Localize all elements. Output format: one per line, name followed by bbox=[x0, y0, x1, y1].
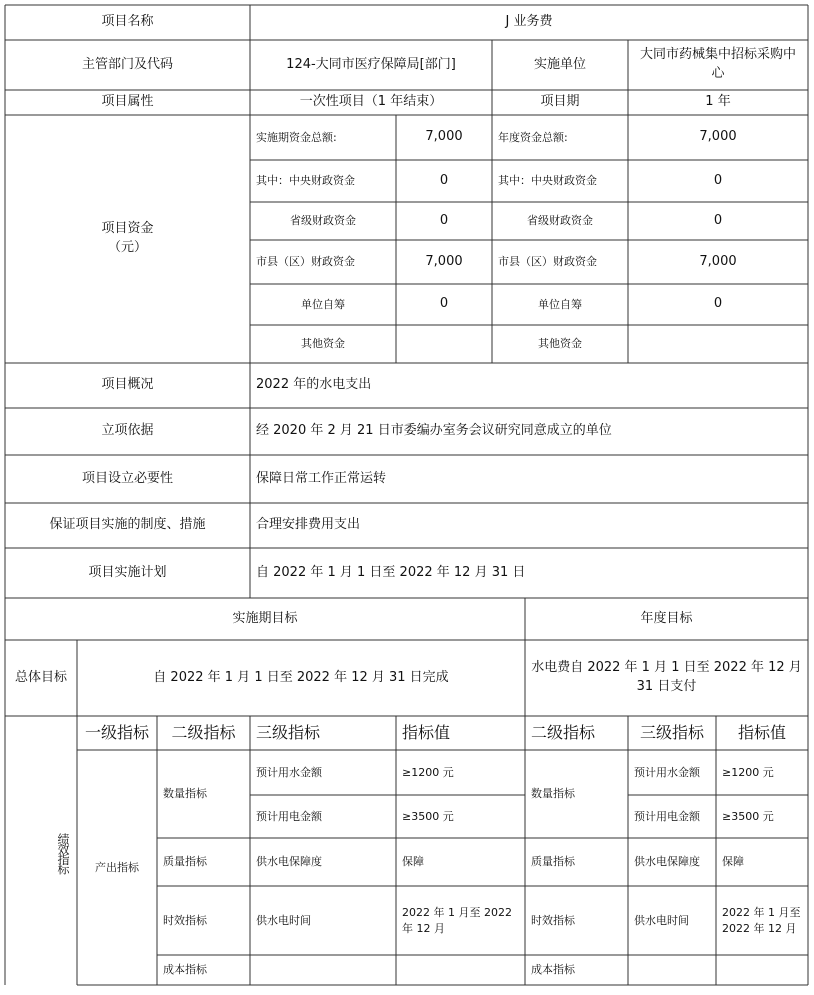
annual-total-value: 7,000 bbox=[699, 129, 737, 145]
overview-label: 项目概况 bbox=[101, 377, 154, 393]
city-funds-annual: 7,000 bbox=[699, 253, 737, 269]
self-funds-impl: 0 bbox=[439, 296, 449, 312]
cost-indicator-label: 成本指标 bbox=[163, 963, 207, 977]
provincial-funds-impl: 0 bbox=[439, 212, 449, 228]
other-funds-impl bbox=[396, 325, 492, 363]
output-indicator-label: 产出指标 bbox=[95, 860, 139, 874]
annual-water-cost-name: 预计用水金额 bbox=[634, 765, 700, 779]
water-cost-value: ≥1200 元 bbox=[402, 765, 454, 779]
self-funds-label: 单位自筹 bbox=[301, 297, 345, 311]
performance-indicators-label: 绩效指标 bbox=[56, 832, 70, 873]
necessity-label: 项目设立必要性 bbox=[81, 470, 173, 486]
department-value: 124-大同市医疗保障局[部门] bbox=[286, 56, 456, 72]
annual-total-label: 年度资金总额: bbox=[498, 130, 568, 144]
project-funds-label: 项目资金 （元） bbox=[101, 221, 154, 255]
project-period-value: 1 年 bbox=[705, 94, 731, 110]
header-annual-level2: 二级指标 bbox=[531, 723, 596, 743]
annual-quality-indicator-value: 保障 bbox=[722, 855, 744, 869]
water-cost-name: 预计用水金额 bbox=[256, 765, 322, 779]
timeliness-indicator-label: 时效指标 bbox=[163, 913, 207, 927]
timeliness-indicator-name: 供水电时间 bbox=[256, 913, 311, 927]
header-value: 指标值 bbox=[402, 723, 451, 743]
central-funds-impl: 0 bbox=[439, 172, 449, 188]
quality-indicator-label: 质量指标 bbox=[163, 855, 207, 869]
annual-quality-indicator-label: 质量指标 bbox=[531, 855, 575, 869]
annual-electric-cost-value: ≥3500 元 bbox=[722, 809, 774, 823]
annual-target-header: 年度目标 bbox=[640, 610, 693, 626]
provincial-funds-label: 省级财政资金 bbox=[290, 214, 356, 228]
measures-value: 合理安排费用支出 bbox=[256, 517, 361, 533]
central-funds-label: 其中：中央财政资金 bbox=[256, 174, 355, 188]
quality-indicator-name: 供水电保障度 bbox=[256, 855, 322, 869]
other-funds-label-annual: 其他资金 bbox=[538, 337, 582, 351]
annual-quality-indicator-name: 供水电保障度 bbox=[634, 855, 700, 869]
header-level1: 一级指标 bbox=[84, 723, 149, 743]
city-funds-label: 市县（区）财政资金 bbox=[256, 255, 355, 269]
necessity-value: 保障日常工作正常运转 bbox=[256, 470, 387, 486]
city-funds-impl: 7,000 bbox=[425, 253, 463, 269]
project-name-value: J 业务费 bbox=[505, 14, 553, 30]
header-level3: 三级指标 bbox=[256, 723, 321, 743]
overall-goal-annual: 水电费自 2022 年 1 月 1 日至 2022 年 12 月 31 日支付 bbox=[531, 660, 806, 694]
annual-water-cost-value: ≥1200 元 bbox=[722, 765, 774, 779]
other-funds-label: 其他资金 bbox=[301, 337, 345, 351]
quantity-indicator-label: 数量指标 bbox=[163, 787, 207, 801]
project-attribute-value: 一次性项目（1 年结束） bbox=[299, 94, 443, 110]
header-annual-value: 指标值 bbox=[737, 723, 786, 743]
project-attribute-label: 项目属性 bbox=[101, 94, 154, 110]
provincial-funds-label-annual: 省级财政资金 bbox=[527, 214, 593, 228]
annual-electric-cost-name: 预计用电金额 bbox=[634, 809, 700, 823]
provincial-funds-annual: 0 bbox=[713, 212, 723, 228]
quality-indicator-value: 保障 bbox=[402, 855, 424, 869]
project-period-label: 项目期 bbox=[540, 94, 580, 110]
annual-timeliness-indicator-value: 2022 年 1 月至 2022 年 12 月 bbox=[722, 905, 804, 935]
overall-goal-impl: 自 2022 年 1 月 1 日至 2022 年 12 月 31 日完成 bbox=[153, 669, 449, 685]
measures-label: 保证项目实施的制度、措施 bbox=[49, 517, 206, 533]
basis-value: 经 2020 年 2 月 21 日市委编办室务会议研究同意成立的单位 bbox=[256, 423, 612, 439]
other-funds-annual bbox=[628, 325, 808, 363]
basis-label: 立项依据 bbox=[101, 423, 154, 439]
annual-timeliness-indicator-label: 时效指标 bbox=[531, 913, 575, 927]
electric-cost-value: ≥3500 元 bbox=[402, 809, 454, 823]
implementing-unit-label: 实施单位 bbox=[533, 56, 586, 72]
central-funds-annual: 0 bbox=[713, 172, 723, 188]
implementing-unit-value: 大同市药械集中招标采购中心 bbox=[639, 47, 796, 81]
overview-value: 2022 年的水电支出 bbox=[256, 377, 372, 393]
header-level2: 二级指标 bbox=[171, 723, 236, 743]
overall-goal-label: 总体目标 bbox=[14, 669, 67, 685]
timeliness-indicator-value: 2022 年 1 月至 2022 年 12 月 bbox=[402, 905, 516, 935]
city-funds-label-annual: 市县（区）财政资金 bbox=[498, 255, 597, 269]
annual-timeliness-indicator-name: 供水电时间 bbox=[634, 913, 689, 927]
annual-cost-indicator-label: 成本指标 bbox=[531, 963, 575, 977]
impl-total-label: 实施期资金总额: bbox=[256, 130, 337, 144]
central-funds-label-annual: 其中：中央财政资金 bbox=[498, 174, 597, 188]
annual-quantity-indicator-label: 数量指标 bbox=[531, 787, 575, 801]
plan-value: 自 2022 年 1 月 1 日至 2022 年 12 月 31 日 bbox=[256, 564, 526, 580]
self-funds-label-annual: 单位自筹 bbox=[538, 297, 582, 311]
header-annual-level3: 三级指标 bbox=[639, 723, 704, 743]
plan-label: 项目实施计划 bbox=[88, 564, 167, 580]
electric-cost-name: 预计用电金额 bbox=[256, 809, 322, 823]
department-label: 主管部门及代码 bbox=[81, 56, 173, 72]
impl-total-value: 7,000 bbox=[425, 129, 463, 145]
self-funds-annual: 0 bbox=[713, 296, 723, 312]
project-name-label: 项目名称 bbox=[101, 14, 154, 30]
impl-target-header: 实施期目标 bbox=[232, 610, 298, 626]
